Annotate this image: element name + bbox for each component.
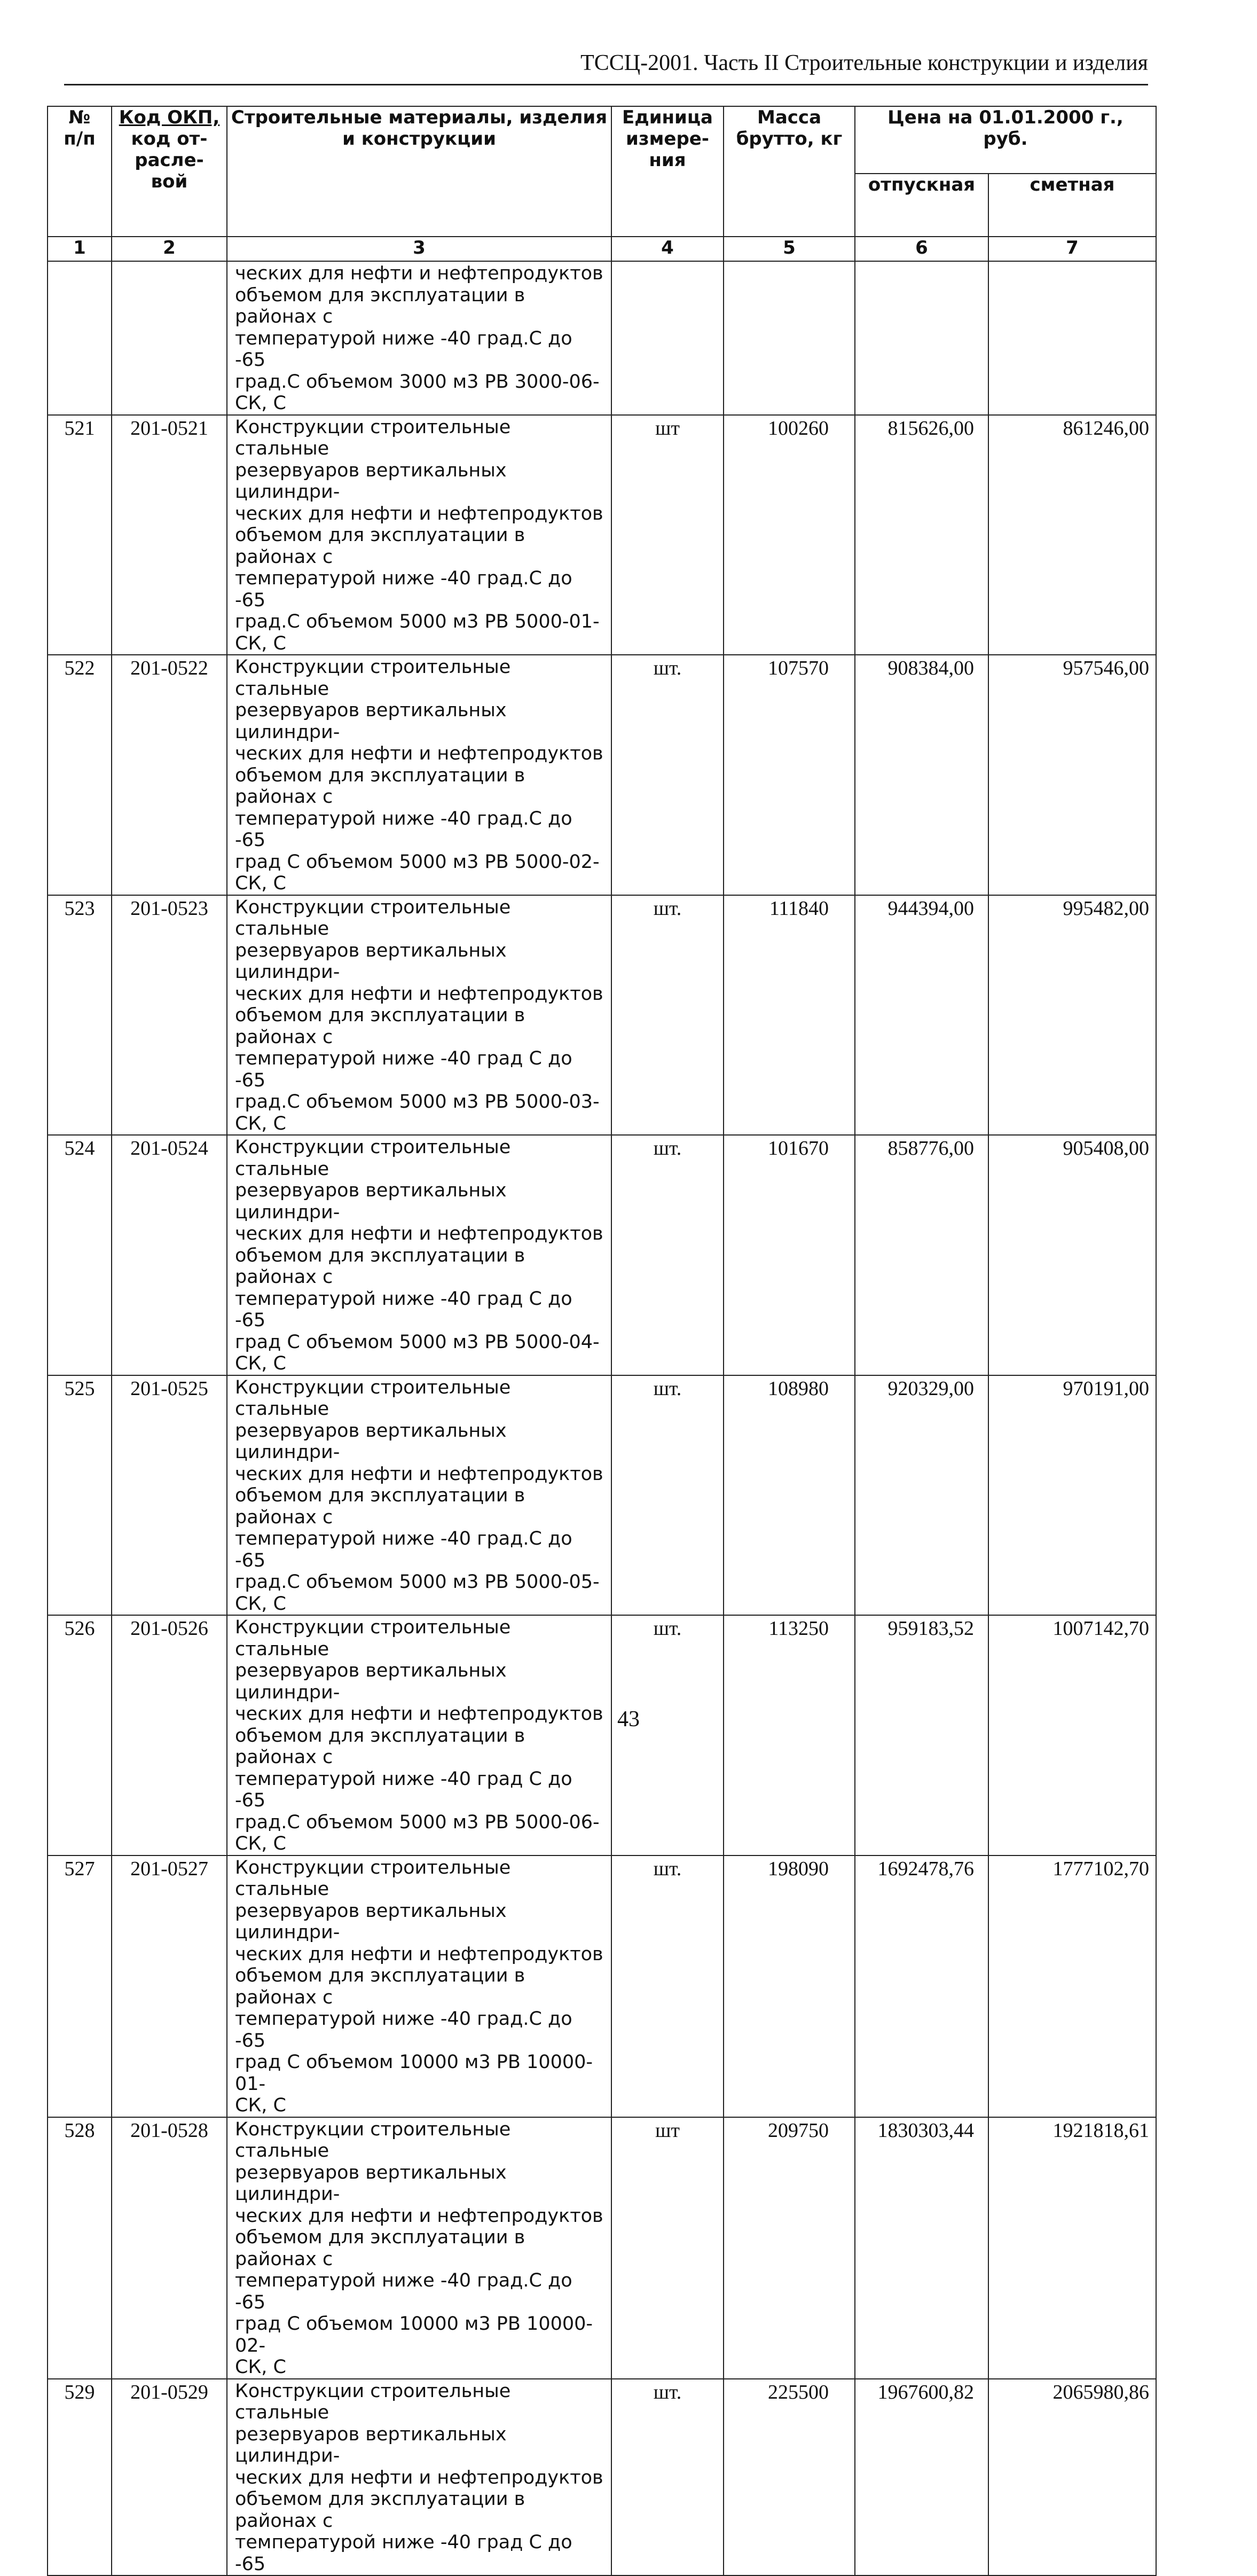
price-estimate: 861246,00 [988,415,1156,655]
okp-code: 201-0527 [112,1855,227,2117]
okp-code: 201-0529 [112,2379,227,2576]
price-release: 959183,52 [855,1615,988,1855]
column-number: 3 [227,237,611,261]
table-row [48,1375,1156,1616]
column-number: 7 [988,237,1156,261]
unit-of-measure: шт [611,2117,724,2379]
header-code-sub: код от- расле- вой [131,128,208,192]
material-description: Конструкции строительные стальные резервуаров вертикальных цилиндри- ческих для нефти и нефтепродуктов объемом для эксплуатации в районах с температурой ниже -40 град С до -65 град С объемом 5000 м3 РВ 5000-04- СК, С [227,1135,611,1375]
price-release: 908384,00 [855,655,988,895]
price-release [855,261,988,415]
column-number-row [48,237,1156,261]
column-number: 2 [112,237,227,261]
table-row [48,261,1156,415]
gross-mass: 100260 [724,415,855,655]
column-number: 4 [611,237,724,261]
table-row [48,1615,1156,1855]
material-description: Конструкции строительные стальные резервуаров вертикальных цилиндри- ческих для нефти и нефтепродуктов объемом для эксплуатации в районах с температурой ниже -40 град.С до -65 град.С объемом 5000 м3 РВ 5000-05- СК, С [227,1375,611,1616]
price-release: 920329,00 [855,1375,988,1616]
gross-mass: 111840 [724,895,855,1136]
price-estimate: 970191,00 [988,1375,1156,1616]
header-price-group: Цена на 01.01.2000 г., руб. [855,106,1156,174]
price-estimate: 957546,00 [988,655,1156,895]
header-rule [64,84,1148,85]
table-row [48,655,1156,895]
price-release: 1967600,82 [855,2379,988,2576]
okp-code: 201-0522 [112,655,227,895]
table-row [48,2117,1156,2379]
gross-mass: 225500 [724,2379,855,2576]
material-description: Конструкции строительные стальные резервуаров вертикальных цилиндри- ческих для нефти и нефтепродуктов объемом для эксплуатации в районах с температурой ниже -40 град С до -65 град.С объемом 5000 м3 РВ 5000-03- СК, С [227,895,611,1136]
header-num: № п/п [48,106,112,237]
header-code-title: Код ОКП, [119,107,220,128]
page-number: 43 [617,1707,640,1732]
row-number [48,261,112,415]
unit-of-measure: шт. [611,2379,724,2576]
price-release: 1692478,76 [855,1855,988,2117]
material-description: Конструкции строительные стальные резервуаров вертикальных цилиндри- ческих для нефти и нефтепродуктов объемом для эксплуатации в районах с температурой ниже -40 град.С до -65 град.С объемом 5000 м3 РВ 5000-01- СК, С [227,415,611,655]
row-number: 529 [48,2379,112,2576]
price-release: 1830303,44 [855,2117,988,2379]
material-description: Конструкции строительные стальные резервуаров вертикальных цилиндри- ческих для нефти и нефтепродуктов объемом для эксплуатации в районах с температурой ниже -40 град.С до -65 град С объемом 5000 м3 РВ 5000-02- СК, С [227,655,611,895]
gross-mass [724,261,855,415]
gross-mass: 198090 [724,1855,855,2117]
price-release: 944394,00 [855,895,988,1136]
price-estimate: 1007142,70 [988,1615,1156,1855]
price-estimate: 995482,00 [988,895,1156,1136]
gross-mass: 101670 [724,1135,855,1375]
row-number: 524 [48,1135,112,1375]
header-code [112,106,227,237]
price-estimate: 905408,00 [988,1135,1156,1375]
row-number: 528 [48,2117,112,2379]
table-row [48,1135,1156,1375]
gross-mass: 108980 [724,1375,855,1616]
gross-mass: 107570 [724,655,855,895]
header-mass: Масса брутто, кг [724,106,855,237]
price-estimate: 1921818,61 [988,2117,1156,2379]
row-number: 522 [48,655,112,895]
okp-code: 201-0524 [112,1135,227,1375]
okp-code [112,261,227,415]
table-row [48,895,1156,1136]
unit-of-measure: шт. [611,1855,724,2117]
unit-of-measure: шт [611,415,724,655]
price-estimate: 2065980,86 [988,2379,1156,2576]
gross-mass: 113250 [724,1615,855,1855]
table-row [48,1855,1156,2117]
header-unit: Единица измере- ния [611,106,724,237]
price-table [47,106,1157,2576]
price-release: 815626,00 [855,415,988,655]
price-release: 858776,00 [855,1135,988,1375]
unit-of-measure: шт. [611,1135,724,1375]
price-estimate: 1777102,70 [988,1855,1156,2117]
gross-mass: 209750 [724,2117,855,2379]
okp-code: 201-0521 [112,415,227,655]
row-number: 527 [48,1855,112,2117]
okp-code: 201-0528 [112,2117,227,2379]
row-number: 525 [48,1375,112,1616]
material-description: Конструкции строительные стальные резервуаров вертикальных цилиндри- ческих для нефти и нефтепродуктов объемом для эксплуатации в районах с температурой ниже -40 град С до -65 град.С объемом 5000 м3 РВ 5000-06- СК, С [227,1615,611,1855]
header-price-estimate: сметная [988,174,1156,237]
header-price-release: отпускная [855,174,988,237]
header-materials: Строительные материалы, изделия и конструкции [227,106,611,237]
table-row [48,415,1156,655]
price-estimate [988,261,1156,415]
unit-of-measure: шт. [611,1375,724,1616]
unit-of-measure: шт. [611,895,724,1136]
row-number: 523 [48,895,112,1136]
material-description: ческих для нефти и нефтепродуктов объемом для эксплуатации в районах с температурой ниже -40 град.С до -65 град.С объемом 3000 м3 РВ 3000-06- СК, С [227,261,611,415]
column-number: 6 [855,237,988,261]
okp-code: 201-0523 [112,895,227,1136]
row-number: 526 [48,1615,112,1855]
material-description: Конструкции строительные стальные резервуаров вертикальных цилиндри- ческих для нефти и нефтепродуктов объемом для эксплуатации в районах с температурой ниже -40 град.С до -65 град С объемом 10000 м3 РВ 10000-02- СК, С [227,2117,611,2379]
unit-of-measure [611,261,724,415]
material-description: Конструкции строительные стальные резервуаров вертикальных цилиндри- ческих для нефти и нефтепродуктов объемом для эксплуатации в районах с температурой ниже -40 град.С до -65 град С объемом 10000 м3 РВ 10000-01- СК, С [227,1855,611,2117]
okp-code: 201-0525 [112,1375,227,1616]
column-number: 5 [724,237,855,261]
row-number: 521 [48,415,112,655]
unit-of-measure: шт. [611,1615,724,1855]
okp-code: 201-0526 [112,1615,227,1855]
header-row-top [48,106,1156,174]
column-number: 1 [48,237,112,261]
unit-of-measure: шт. [611,655,724,895]
material-description: Конструкции строительные стальные резервуаров вертикальных цилиндри- ческих для нефти и нефтепродуктов объемом для эксплуатации в районах с температурой ниже -40 град С до -65 [227,2379,611,2576]
running-head: ТССЦ-2001. Часть II Строительные конструкции и изделия [580,51,1148,75]
table-row [48,2379,1156,2576]
